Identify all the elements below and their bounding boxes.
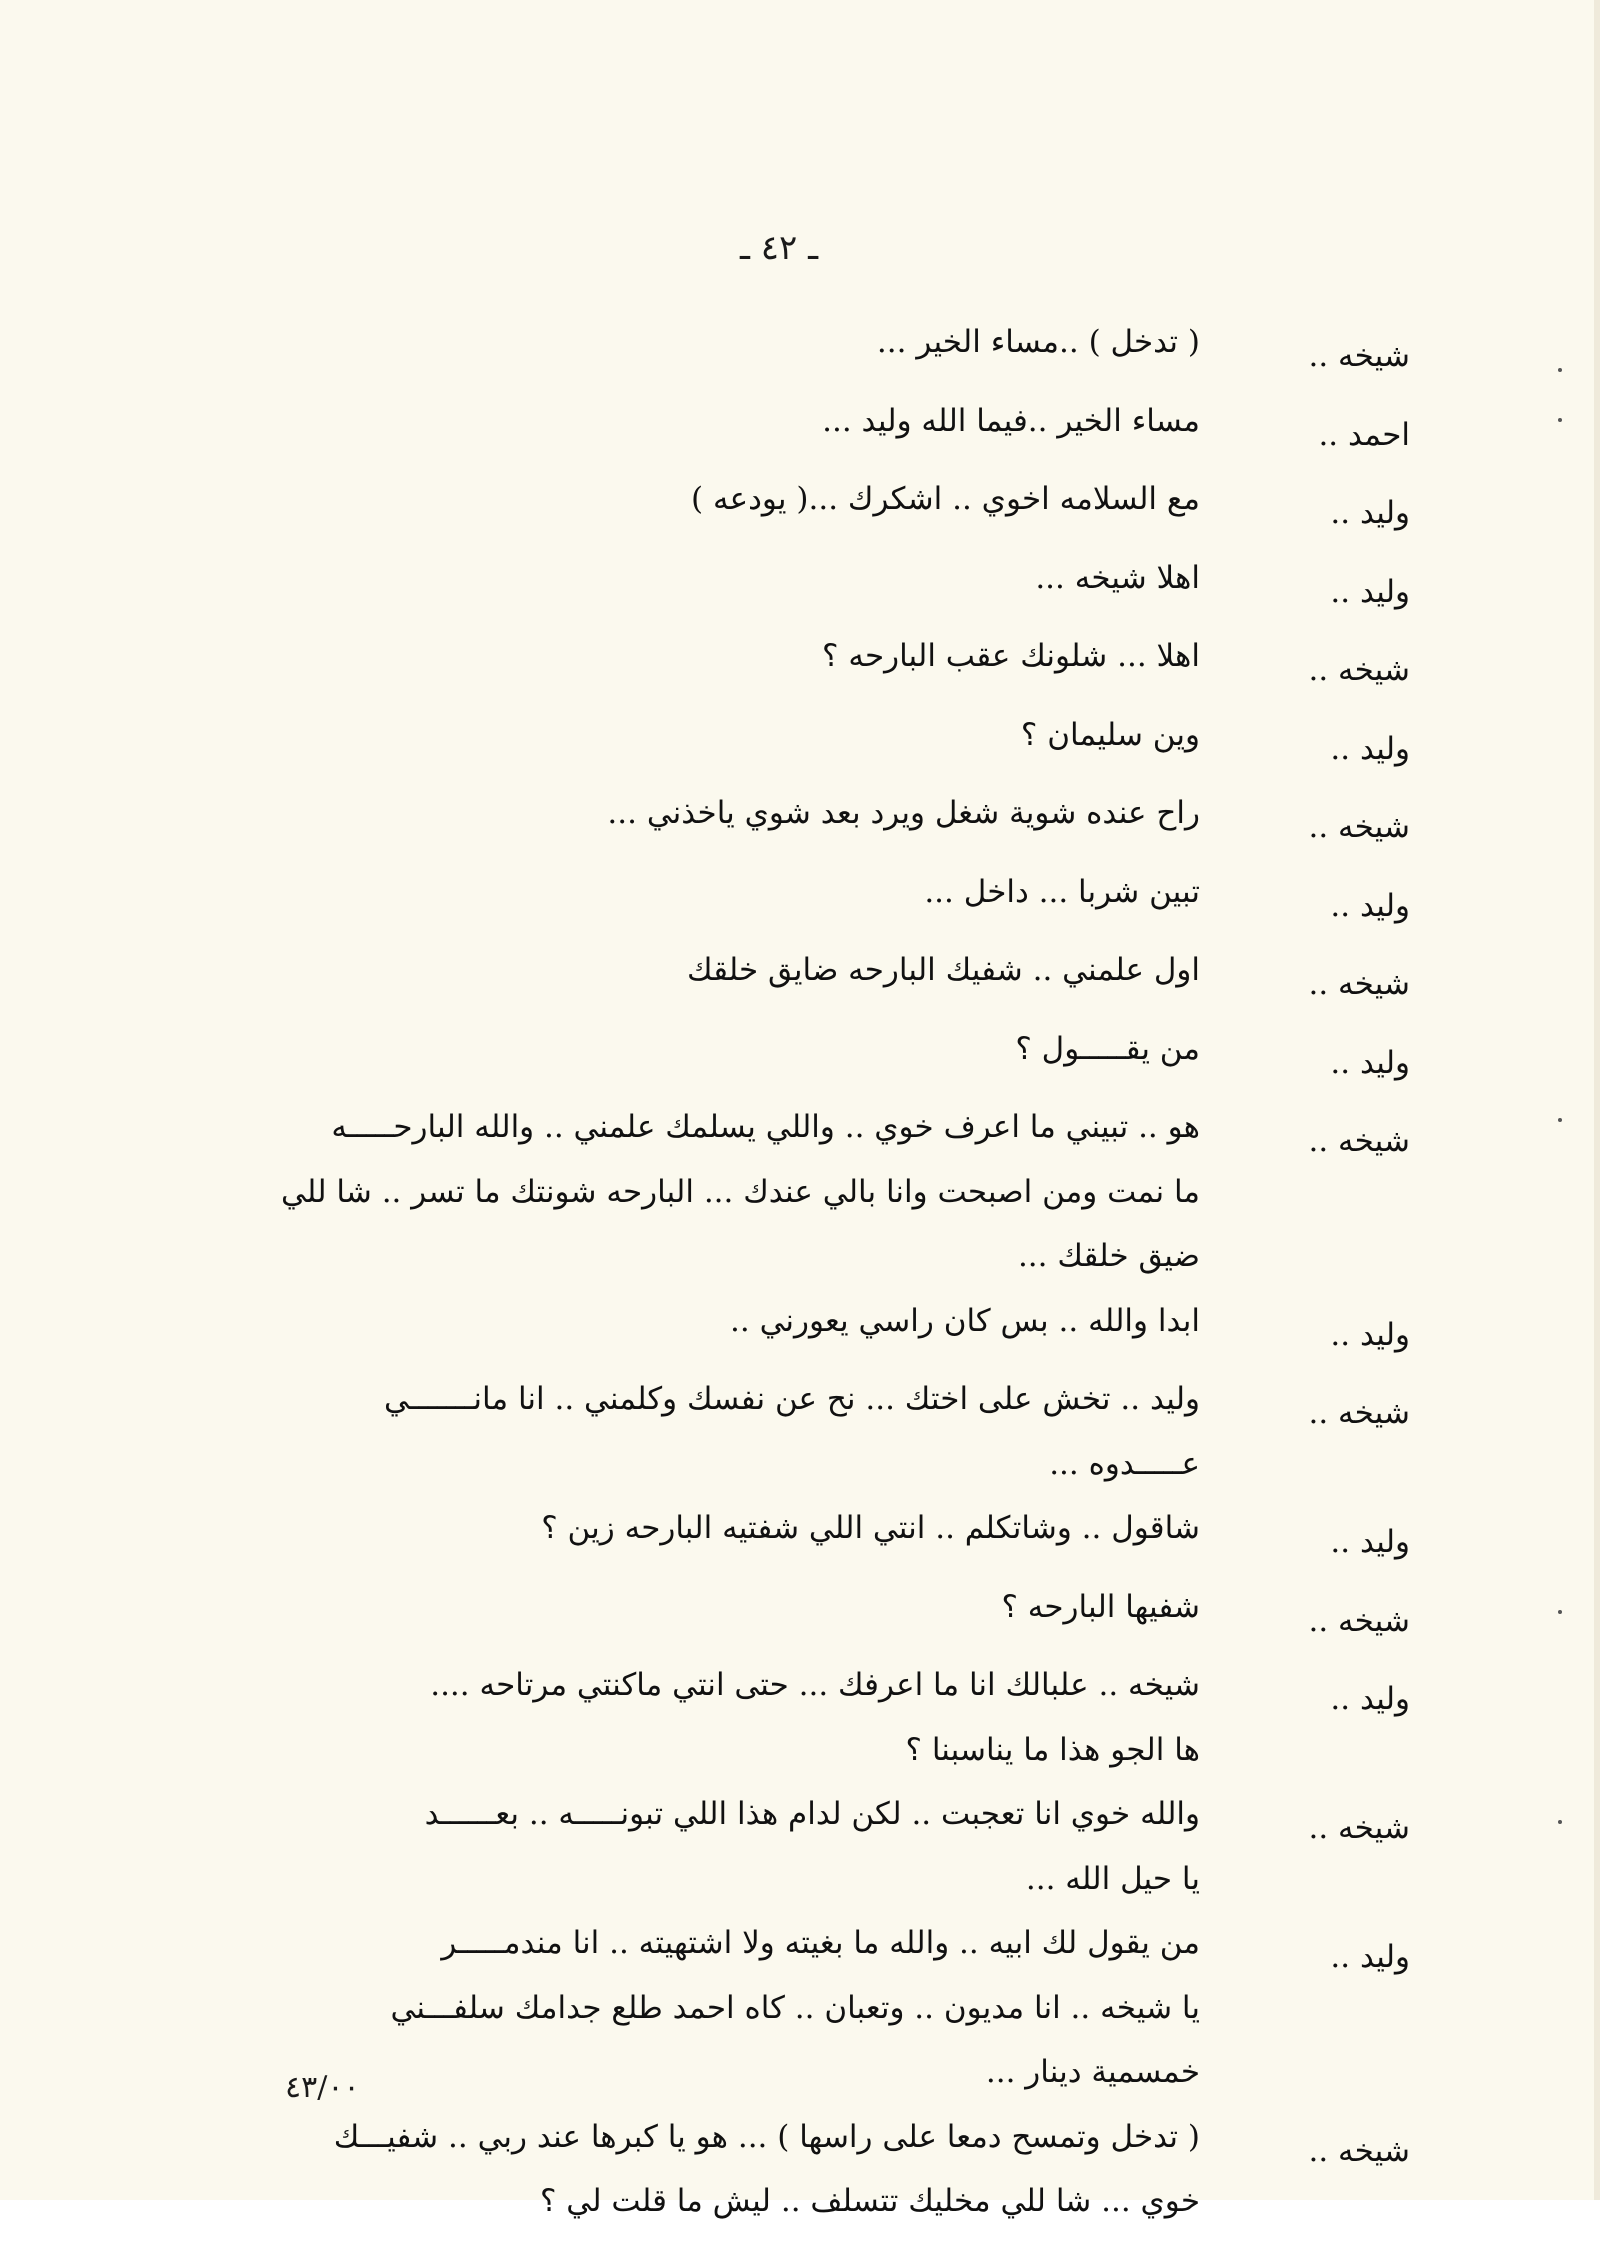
dialogue-text [180, 1653, 1240, 1782]
dialogue-text [180, 2105, 1240, 2234]
dialogue-line: ضيق خلقك ... [1017, 1238, 1200, 1274]
dialogue-line: ( تدخل ) ..مساء الخير ... [876, 324, 1200, 360]
dialogue-text [180, 1367, 1240, 1496]
dialogue-line: والله خوي انا تعجبت .. لكن لدام هذا اللي تبونـــــه .. بعــــــد [424, 1796, 1200, 1832]
speaker-name: وليد .. [1330, 1681, 1410, 1717]
speaker-name: وليد .. [1330, 1316, 1410, 1353]
speaker-name: شيخه .. [1308, 652, 1410, 688]
dialogue-line: ( تدخل وتمسح دمعا على راسها ) ... هو يا كبرها عند ربي .. شفيـــك [333, 2118, 1200, 2155]
speaker-name: وليد .. [1330, 573, 1410, 610]
speaker-name: شيخه .. [1308, 1123, 1410, 1159]
speaker-name: وليد .. [1330, 1939, 1410, 1975]
speaker-name: وليد .. [1330, 495, 1410, 531]
margin-dot [1558, 1118, 1562, 1122]
margin-dot [1558, 1820, 1562, 1824]
margin-dot [1558, 368, 1562, 372]
dialogue-line: شاقول .. وشاتكلم .. انتي اللي شفتيه البارحه زين ؟ [541, 1510, 1200, 1546]
dialogue-line: تبين شربا ... داخل ... [924, 873, 1200, 910]
speaker-name: وليد .. [1330, 1524, 1410, 1560]
dialogue-entry [180, 1653, 1410, 1782]
dialogue-entry [180, 310, 1410, 389]
speaker-name: شيخه .. [1308, 1602, 1410, 1639]
dialogue-text [180, 1575, 1240, 1640]
dialogue-text [180, 860, 1240, 925]
speaker-name: وليد .. [1330, 887, 1410, 924]
dialogue-line: وين سليمان ؟ [1020, 716, 1200, 753]
speaker-name: شيخه .. [1308, 2132, 1410, 2169]
dialogue-text [180, 624, 1240, 689]
dialogue-text [180, 1289, 1240, 1354]
speaker-name: شيخه .. [1308, 338, 1410, 374]
dialogue-line: خوي ... شا للي مخليك تتسلف .. ليش ما قلت لي ؟ [539, 2183, 1200, 2219]
dialogue-entry [180, 1911, 1410, 2105]
dialogue-entry [180, 1782, 1410, 1911]
dialogue-text [180, 781, 1240, 846]
dialogue-text [180, 703, 1240, 768]
dialogue-line: شفيها البارحه ؟ [1001, 1588, 1200, 1625]
dialogue-line: عـــــدوه ... [1049, 1445, 1200, 1482]
dialogue-entry [180, 1289, 1410, 1368]
dialogue-line: اول علمني .. شفيك البارحه ضايق خلقك [686, 952, 1200, 988]
dialogue-line: مع السلامه اخوي .. اشكرك ...( يودعه ) [691, 481, 1200, 517]
dialogue-line: يا حيل الله ... [1025, 1860, 1200, 1897]
dialogue-line: خمسمية دينار ... [985, 2054, 1200, 2090]
dialogue-entry [180, 389, 1410, 468]
dialogue-line: وليد .. تخش على اختك ... نح عن نفسك وكلمني .. انا مانـــــــي [384, 1381, 1200, 1417]
dialogue-line: من يقول لك ابيه .. والله ما بغيته ولا اشتهيته .. انا مندمـــــر [441, 1925, 1200, 1961]
dialogue-line: اهلا ... شلونك عقب البارحه ؟ [822, 638, 1200, 674]
dialogue-entry [180, 1575, 1410, 1654]
speaker-name: شيخه .. [1308, 1810, 1410, 1846]
dialogue-text [180, 467, 1240, 532]
dialogue-entry [180, 2105, 1410, 2234]
dialogue-line: من يقـــــول ؟ [1015, 1030, 1200, 1067]
dialogue-text [180, 938, 1240, 1003]
page-number: ـ ٤٢ ـ [740, 228, 819, 268]
dialogue-entry [180, 546, 1410, 625]
dialogue-line: راح عنده شوية شغل ويرد بعد شوي ياخذني ... [607, 795, 1200, 831]
dialogue-line: اهلا شيخه ... [1035, 559, 1200, 596]
speaker-name: وليد .. [1330, 730, 1410, 767]
dialogue-entry [180, 467, 1410, 546]
script-body [180, 310, 1410, 2234]
dialogue-text [180, 1782, 1240, 1911]
speaker-name: احمد .. [1318, 416, 1410, 453]
dialogue-line: ها الجو هذا ما يناسبنا ؟ [905, 1731, 1200, 1768]
dialogue-text [180, 310, 1240, 375]
dialogue-entry [180, 1496, 1410, 1575]
dialogue-entry [180, 860, 1410, 939]
dialogue-line: شيخه .. علبالك انا ما اعرفك ... حتى انتي ماكنتي مرتاحه .... [430, 1667, 1200, 1703]
dialogue-text [180, 1095, 1240, 1289]
dialogue-line: هو .. تبيني ما اعرف خوي .. واللي يسلمك علمني .. والله البارحـــــه [331, 1109, 1200, 1145]
dialogue-line: مساء الخير ..فيما الله وليد ... [822, 402, 1200, 439]
dialogue-text [180, 1017, 1240, 1082]
speaker-name: شيخه .. [1308, 1395, 1410, 1431]
dialogue-line: ابدا والله .. بس كان راسي يعورني .. [730, 1302, 1200, 1339]
dialogue-entry [180, 938, 1410, 1017]
speaker-name: شيخه .. [1308, 966, 1410, 1002]
margin-dot [1558, 1610, 1562, 1614]
dialogue-entry [180, 1095, 1410, 1289]
margin-dot [1558, 418, 1562, 422]
speaker-name: وليد .. [1330, 1044, 1410, 1081]
dialogue-entry [180, 624, 1410, 703]
dialogue-line: يا شيخه .. انا مديون .. وتعبان .. كاه احمد طلع جدامك سلفـــني [390, 1989, 1200, 2026]
dialogue-line: ما نمت ومن اصبحت وانا بالي عندك ... البارحه شونتك ما تسر .. شا للي [281, 1173, 1200, 1210]
speaker-name: شيخه .. [1308, 809, 1410, 845]
footer-page-code: ٤٣/٠٠ [285, 2070, 360, 2105]
dialogue-entry [180, 1367, 1410, 1496]
dialogue-text [180, 389, 1240, 454]
dialogue-text [180, 546, 1240, 611]
dialogue-entry [180, 1017, 1410, 1096]
dialogue-entry [180, 781, 1410, 860]
dialogue-text [180, 1496, 1240, 1561]
dialogue-entry [180, 703, 1410, 782]
